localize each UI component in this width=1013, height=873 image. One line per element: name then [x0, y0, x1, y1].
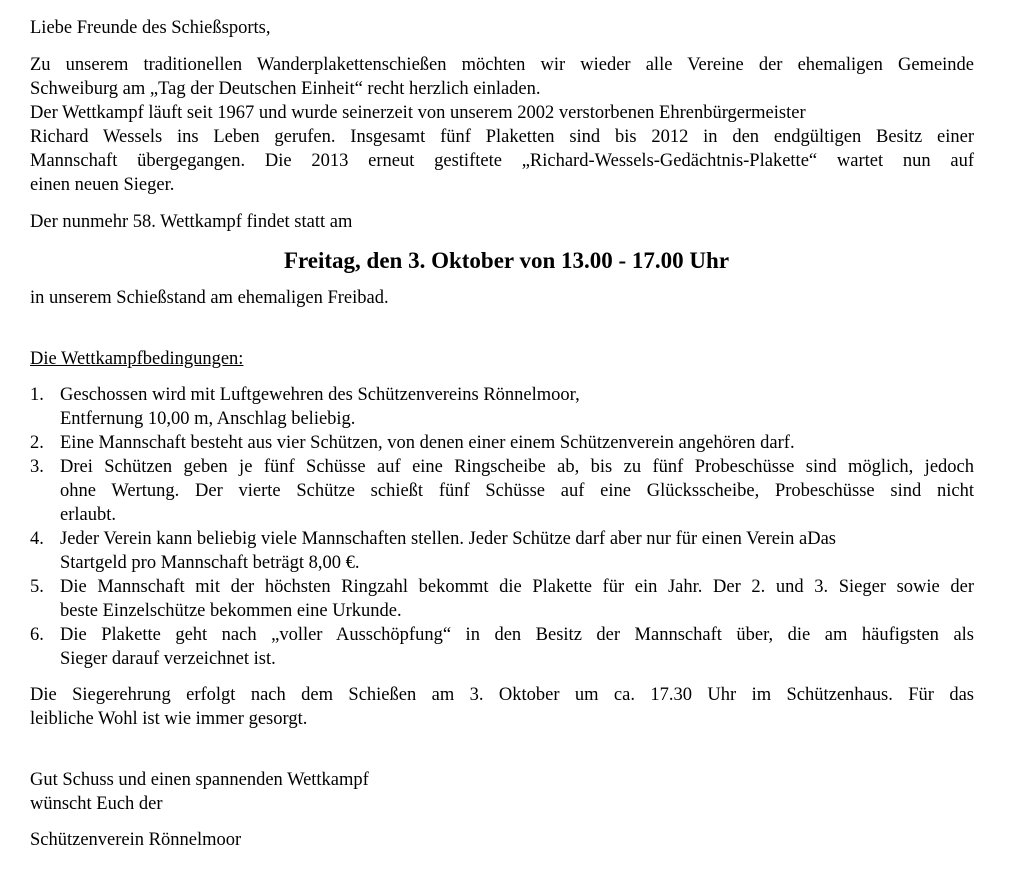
condition-line: Die Mannschaft mit der höchsten Ringzahl bekommt die Plakette für ein Jahr. Der 2. und 3. Sieger sowie der — [60, 577, 974, 597]
intro-line: einen neuen Sieger. — [30, 175, 175, 195]
condition-line: Drei Schützen geben je fünf Schüsse auf eine Ringscheibe ab, bis zu fünf Probeschüsse sind möglich, jedoch — [60, 457, 974, 477]
condition-number: 6. — [30, 625, 44, 645]
condition-number: 1. — [30, 385, 44, 405]
condition-number: 4. — [30, 529, 44, 549]
condition-line: ohne Wertung. Der vierte Schütze schießt fünf Schüsse auf eine Glücksscheibe, Probeschüsse sind nicht — [60, 481, 974, 501]
condition-item — [30, 431, 974, 455]
closing-line: wünscht Euch der — [30, 794, 163, 814]
intro-line: Der Wettkampf läuft seit 1967 und wurde seinerzeit von unserem 2002 verstorbenen Ehrenbürgermeister — [30, 103, 806, 123]
condition-line: Jeder Verein kann beliebig viele Mannschaften stellen. Jeder Schütze darf aber nur für einen Verein aDas — [60, 529, 837, 549]
condition-item — [30, 455, 974, 527]
condition-item — [30, 383, 974, 431]
conditions-heading — [30, 347, 974, 371]
intro-line: Richard Wessels ins Leben gerufen. Insgesamt fünf Plaketten sind bis 2012 in den endgültigen Besitz einer — [30, 127, 974, 147]
ceremony-line: leibliche Wohl ist wie immer gesorgt. — [30, 709, 308, 729]
condition-number: 2. — [30, 433, 44, 453]
condition-line: erlaubt. — [60, 505, 116, 525]
location-text: in unserem Schießstand am ehemaligen Freibad. — [30, 288, 389, 308]
condition-line: Startgeld pro Mannschaft beträgt 8,00 €. — [60, 553, 360, 573]
conditions-heading-text: Die Wettkampfbedingungen: — [30, 349, 244, 369]
closing — [30, 768, 974, 816]
announcement: Der nunmehr 58. Wettkampf findet statt am — [30, 212, 353, 232]
closing-line: Gut Schuss und einen spannenden Wettkampf — [30, 770, 369, 790]
condition-line: Eine Mannschaft besteht aus vier Schützen, von denen einer einem Schützenverein angehören darf. — [60, 433, 795, 453]
conditions-list-wrapper — [30, 383, 974, 671]
condition-item — [30, 575, 974, 623]
intro-line: Schweiburg am „Tag der Deutschen Einheit“ recht herzlich einladen. — [30, 79, 541, 99]
ceremony-paragraph — [30, 683, 974, 731]
condition-item — [30, 527, 974, 575]
condition-number: 3. — [30, 457, 44, 477]
ceremony-line: Die Siegerehrung erfolgt nach dem Schießen am 3. Oktober um ca. 17.30 Uhr im Schützenhaus. Für das — [30, 685, 974, 705]
condition-line: beste Einzelschütze bekommen eine Urkunde. — [60, 601, 402, 621]
salutation: Liebe Freunde des Schießsports, — [30, 18, 271, 38]
signature: Schützenverein Rönnelmoor — [30, 830, 242, 850]
intro-paragraph — [30, 53, 974, 197]
condition-line: Sieger darauf verzeichnet ist. — [60, 649, 276, 669]
condition-line: Geschossen wird mit Luftgewehren des Schützenvereins Rönnelmoor, — [60, 385, 580, 405]
event-date-heading: Freitag, den 3. Oktober von 13.00 - 17.00 Uhr — [283, 248, 730, 273]
condition-line: Die Plakette geht nach „voller Ausschöpfung“ in den Besitz der Mannschaft über, die am häufigsten als — [60, 625, 974, 645]
intro-line: Zu unserem traditionellen Wanderplakettenschießen möchten wir wieder alle Vereine der ehemaligen Gemeinde — [30, 55, 974, 75]
intro-line: Mannschaft übergegangen. Die 2013 erneut gestiftete „Richard-Wessels-Gedächtnis-Plakette“ wartet nun auf — [30, 151, 974, 171]
condition-item — [30, 623, 974, 671]
condition-line: Entfernung 10,00 m, Anschlag beliebig. — [60, 409, 356, 429]
conditions-list — [30, 383, 974, 671]
condition-number: 5. — [30, 577, 44, 597]
